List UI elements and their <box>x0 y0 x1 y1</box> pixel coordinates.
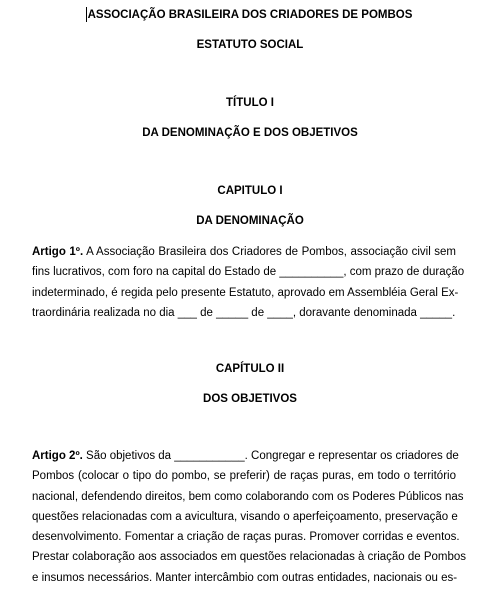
article-2-line: Pombos (colocar o tipo do pombo, se preferir) de raças puras, em todo o território <box>32 470 456 483</box>
titulo-subtitle: DA DENOMINAÇÃO E DOS OBJETIVOS <box>142 127 358 139</box>
article-1-label: Artigo 1º. <box>32 246 84 258</box>
article-1-line: traordinária realizada no dia ___ de _____ de ____, doravante denominada _____. <box>32 306 456 319</box>
article-1-line: fins lucrativos, com foro na capital do Estado de __________, com prazo de duração <box>32 266 465 279</box>
association-name: ASSOCIAÇÃO BRASILEIRA DOS CRIADORES DE POMBOS <box>87 9 413 21</box>
document-title: ESTATUTO SOCIAL <box>196 39 304 51</box>
chapter-1-heading: CAPITULO I <box>217 185 283 197</box>
article-2-line: nacional, defendendo direitos, bem como colaborando com os Poderes Públicos nas <box>32 490 464 503</box>
article-1-line: indeterminado, é regida pelo presente Estatuto, aprovado em Assembléia Geral Ex- <box>32 286 459 299</box>
chapter-2-heading: CAPÍTULO II <box>215 363 285 375</box>
article-2-line: Prestar colaboração aos associados em questões relacionadas à criação de Pombos <box>32 551 467 564</box>
article-2-line: desenvolvimento. Fomentar a criação de raças puras. Promover corridas e eventos. <box>32 531 460 544</box>
article-2-label: Artigo 2º. <box>32 450 83 462</box>
titulo-heading: TÍTULO I <box>226 97 274 109</box>
article-2-paragraph <box>32 446 467 588</box>
chapter-2-subtitle: DOS OBJETIVOS <box>203 393 297 405</box>
article-1-paragraph <box>32 242 465 323</box>
chapter-1-subtitle: DA DENOMINAÇÃO <box>196 215 304 227</box>
article-1-line: Artigo 1º. A Associação Brasileira dos Criadores de Pombos, associação civil sem <box>32 246 457 258</box>
article-2-line: questões relacionadas com a avicultura, visando o aperfeiçoamento, preservação e <box>32 510 458 523</box>
article-2-line: Artigo 2º. São objetivos da ___________. Congregar e representar os criadores de <box>32 450 459 462</box>
article-2-line: e insumos necessários. Manter intercâmbio com outras entidades, nacionais ou es- <box>32 571 458 584</box>
